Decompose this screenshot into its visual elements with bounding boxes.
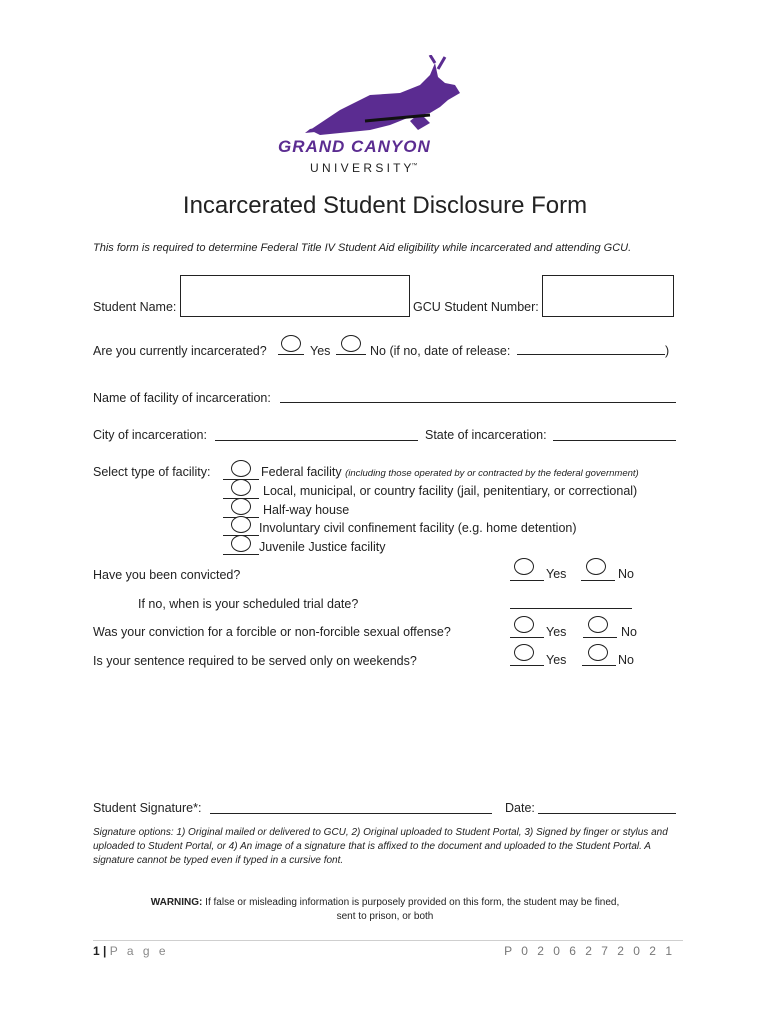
facility-option-label: Juvenile Justice facility xyxy=(259,540,386,554)
underline xyxy=(583,637,617,638)
sexual-offense-question: Was your conviction for a forcible or non-forcible sexual offense? xyxy=(93,625,451,639)
convicted-no-radio[interactable] xyxy=(586,558,606,575)
offense-no-radio[interactable] xyxy=(588,616,608,633)
intro-text: This form is required to determine Federal Title IV Student Aid eligibility while incarcerated and attending GCU. xyxy=(93,242,632,254)
incarcerated-no-label: No (if no, date of release: xyxy=(370,344,511,358)
page-title: Incarcerated Student Disclosure Form xyxy=(182,192,588,219)
offense-yes-label: Yes xyxy=(546,625,567,639)
facility-option-label: Half-way house xyxy=(263,503,350,517)
facility-name-field[interactable] xyxy=(280,402,676,403)
date-field[interactable] xyxy=(538,813,676,814)
student-name-field[interactable] xyxy=(180,275,410,317)
facility-option-radio[interactable] xyxy=(231,479,251,496)
underline xyxy=(510,637,544,638)
city-field[interactable] xyxy=(215,440,418,441)
underline xyxy=(278,354,304,355)
underline xyxy=(581,580,615,581)
weekends-no-radio[interactable] xyxy=(588,644,608,661)
trial-date-question: If no, when is your scheduled trial date? xyxy=(138,597,359,611)
release-date-field[interactable] xyxy=(517,354,665,355)
weekends-question: Is your sentence required to be served only on weekends? xyxy=(93,654,417,668)
weekends-yes-label: Yes xyxy=(546,653,567,667)
underline xyxy=(336,354,366,355)
student-name-label: Student Name: xyxy=(93,300,177,314)
signature-options-text: Signature options: 1) Original mailed or delivered to GCU, 2) Original uploaded to Student Portal, 3) Signed by finger or stylus and uploaded to Student Portal, or 4) An image of a signature that is affixed to the document and uploaded to the Student Portal. A signature cannot be typed even if typed in a cursive font. xyxy=(93,827,668,866)
logo-line1: GRAND CANYON xyxy=(278,137,431,156)
facility-option-radio[interactable] xyxy=(231,460,251,477)
convicted-yes-label: Yes xyxy=(546,567,567,581)
release-date-close: ) xyxy=(665,344,670,358)
page-number: 1 | P a g e xyxy=(93,944,169,958)
facility-option-label: Local, municipal, or country facility (jail, penitentiary, or correctional) xyxy=(263,484,638,498)
state-label: State of incarceration: xyxy=(425,428,547,442)
gcu-number-field[interactable] xyxy=(542,275,674,317)
state-field[interactable] xyxy=(553,440,676,441)
logo-line2: U N I V E R S I T Y™ xyxy=(310,161,418,175)
facility-option-label: Involuntary civil confinement facility (e.g. home detention) xyxy=(259,521,577,535)
form-code: P 0 2 0 6 2 7 2 0 2 1 xyxy=(504,944,675,958)
incarcerated-question: Are you currently incarcerated? xyxy=(93,344,267,358)
offense-yes-radio[interactable] xyxy=(514,616,534,633)
facility-option-label: Federal facility (including those operated by or contracted by the federal government) xyxy=(261,465,639,479)
underline xyxy=(510,665,544,666)
convicted-no-label: No xyxy=(618,567,634,581)
convicted-yes-radio[interactable] xyxy=(514,558,534,575)
facility-type-label: Select type of facility: xyxy=(93,465,211,479)
incarcerated-no-radio[interactable] xyxy=(341,335,361,352)
weekends-no-label: No xyxy=(618,653,634,667)
city-label: City of incarceration: xyxy=(93,428,207,442)
convicted-question: Have you been convicted? xyxy=(93,568,241,582)
gcu-number-label: GCU Student Number: xyxy=(413,300,539,314)
incarcerated-yes-label: Yes xyxy=(310,344,331,358)
underline xyxy=(510,580,544,581)
signature-field[interactable] xyxy=(210,813,492,814)
gcu-logo xyxy=(270,55,500,175)
warning-text: WARNING: If false or misleading information is purposely provided on this form, the student may be fined, sent to prison, or both xyxy=(150,897,620,922)
facility-option-radio[interactable] xyxy=(231,498,251,515)
weekends-yes-radio[interactable] xyxy=(514,644,534,661)
underline xyxy=(223,554,259,555)
signature-label: Student Signature*: xyxy=(93,801,202,815)
antelope-icon xyxy=(270,55,500,175)
underline xyxy=(582,665,616,666)
incarcerated-yes-radio[interactable] xyxy=(281,335,301,352)
facility-option-radio[interactable] xyxy=(231,516,251,533)
footer-divider xyxy=(93,940,683,941)
date-label: Date: xyxy=(505,801,535,815)
offense-no-label: No xyxy=(621,625,637,639)
facility-name-label: Name of facility of incarceration: xyxy=(93,391,271,405)
trial-date-field[interactable] xyxy=(510,608,632,609)
facility-option-radio[interactable] xyxy=(231,535,251,552)
